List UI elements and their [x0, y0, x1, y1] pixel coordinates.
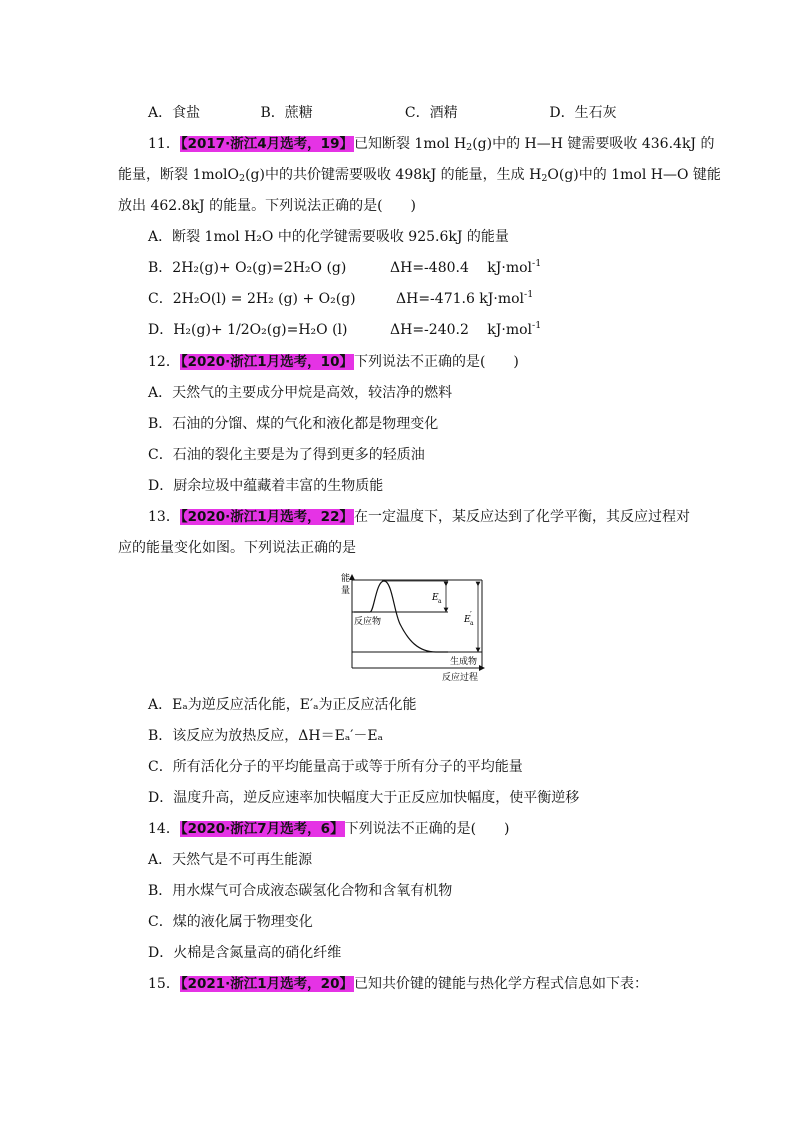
q15-source-tag: 【2021·浙江1月选考，20】	[180, 976, 353, 992]
y-label-1: 能	[341, 574, 351, 584]
q12-source-tag: 【2020·浙江1月选考，10】	[180, 354, 353, 370]
q14-option-c: C．煤的液化属于物理变化	[148, 914, 313, 930]
q12-option-a: A．天然气的主要成分甲烷是高效，较洁净的燃料	[148, 385, 453, 401]
q11-stem-line-2: 能量，断裂 1molO$_2$(g)中的共价键需要吸收 498kJ 的能量，生成 $H_2O(g)$中的 1mol H—O 键能	[118, 167, 721, 184]
q10-option-d: D．生石灰	[549, 105, 617, 121]
q14-option-b: B．用水煤气可合成液态碳氢化合物和含氧有机物	[148, 883, 453, 899]
q15-number: 15．	[148, 976, 180, 992]
reactant-label: 反应物	[354, 617, 382, 627]
q11-stem-line-3: 放出 462.8kJ 的能量。下列说法正确的是( )	[118, 198, 416, 214]
q13-source-tag: 【2020·浙江1月选考，22】	[180, 509, 353, 525]
q12-option-c: C．石油的裂化主要是为了得到更多的轻质油	[148, 447, 425, 463]
q13-option-d: D．温度升高，逆反应速率加快幅度大于正反应加快幅度，使平衡逆移	[148, 790, 580, 806]
ea-prime-label-sub: a	[470, 620, 474, 627]
q11-option-d: D．H₂(g)+ 1/2O₂(g)=H₂O (l) ΔH=-240.2 kJ·mol$^{-1}$	[148, 320, 542, 338]
q12-option-d: D．厨余垃圾中蕴藏着丰富的生物质能	[148, 478, 384, 494]
q11-option-c: C．2H₂O(l) = 2H₂ (g) + O₂(g) ΔH=-471.6 kJ·mol$^{-1}$	[148, 289, 534, 307]
y-label-2: 量	[341, 586, 351, 596]
q11-stem-line-1: 11．【2017·浙江4月选考，19】已知断裂 1mol $H_2(g)$中的 H—H 键需要吸收 436.4kJ 的	[148, 136, 715, 153]
q14-number: 14．	[148, 821, 180, 837]
q14-stem: 14．【2020·浙江7月选考，6】下列说法不正确的是( )	[148, 821, 510, 837]
ea-label: E	[432, 593, 439, 603]
q14-option-d: D．火棉是含氮量高的硝化纤维	[148, 945, 342, 961]
ea-prime-label-mark: ′	[470, 610, 472, 619]
q13-stem-line-1: 13．【2020·浙江1月选考，22】在一定温度下，某反应达到了化学平衡，其反应过程对	[148, 509, 690, 525]
q12-option-b: B．石油的分馏、煤的气化和液化都是物理变化	[148, 416, 439, 432]
q11-number: 11．	[148, 136, 180, 152]
q11-source-tag: 【2017·浙江4月选考，19】	[180, 136, 353, 152]
ea-label-sub: a	[438, 598, 442, 605]
q11-option-b: B．2H₂(g)+ O₂(g)=2H₂O (g) ΔH=-480.4 kJ·mol$^{-1}$	[148, 258, 542, 276]
q13-option-c: C．所有活化分子的平均能量高于或等于所有分子的平均能量	[148, 759, 523, 775]
q10-option-a: A．食盐	[148, 105, 201, 121]
q10-options	[148, 103, 617, 123]
q10-option-b: B．蔗糖	[260, 105, 313, 121]
x-label: 反应过程	[442, 673, 479, 682]
ea-prime-label: E	[464, 615, 471, 625]
q10-option-c: C．酒精	[404, 105, 458, 121]
q12-number: 12．	[148, 354, 180, 370]
q13-option-a: A．Eₐ为逆反应活化能，E′ₐ为正反应活化能	[148, 697, 417, 713]
q15-stem: 15．【2021·浙江1月选考，20】已知共价键的键能与热化学方程式信息如下表：	[148, 976, 648, 992]
q13-option-b: B．该反应为放热反应，ΔH＝Eₐ′－Eₐ	[148, 728, 384, 744]
energy-diagram	[336, 572, 491, 682]
q14-option-a: A．天然气是不可再生能源	[148, 852, 313, 868]
q14-source-tag: 【2020·浙江7月选考，6】	[180, 821, 344, 837]
q13-stem-line-2: 应的能量变化如图。下列说法正确的是	[118, 540, 356, 556]
q12-stem: 12．【2020·浙江1月选考，10】下列说法不正确的是( )	[148, 354, 519, 370]
product-label: 生成物	[450, 657, 478, 667]
q13-number: 13．	[148, 509, 180, 525]
q11-option-a: A．断裂 1mol H₂O 中的化学键需要吸收 925.6kJ 的能量	[148, 229, 509, 245]
